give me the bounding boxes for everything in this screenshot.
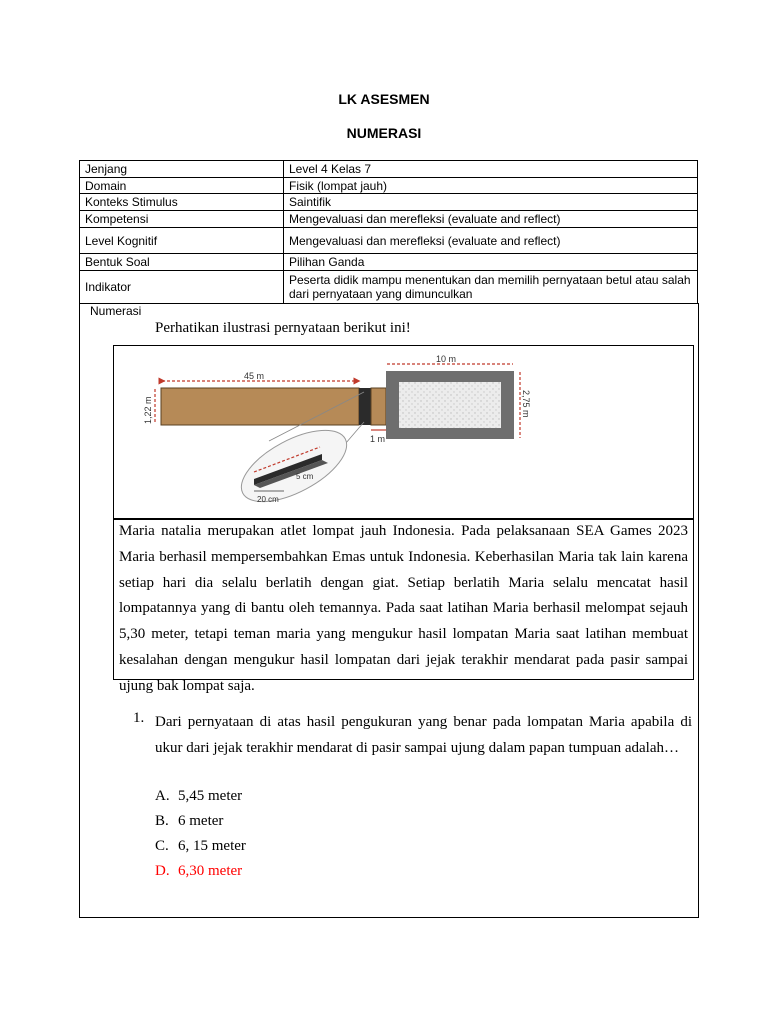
option-text: 6, 15 meter (178, 838, 246, 854)
meta-key: Indikator (80, 271, 284, 304)
meta-row-bentuk-soal (80, 254, 698, 271)
option-text: 5,45 meter (178, 788, 243, 804)
runway-width-label: 1,22 m (143, 396, 153, 424)
meta-key: Konteks Stimulus (80, 194, 284, 211)
meta-value: Mengevaluasi dan merefleksi (evaluate and reflect) (284, 211, 698, 228)
passage-box (113, 518, 694, 694)
option-text: 6 meter (178, 813, 224, 829)
runway-length-label: 45 m (244, 371, 265, 381)
question-stem: Dari pernyataan di atas hasil pengukuran yang benar pada lompatan Maria apabila di ukur dari jejak terakhir mendarat di pasir sampai ujung dalam papan tumpuan adalah… (155, 714, 692, 756)
gap-dimension (370, 430, 386, 444)
sand-pit (386, 371, 514, 439)
pit-length-dimension (387, 354, 513, 364)
meta-value: Fisik (lompat jauh) (284, 178, 698, 194)
meta-value: Peserta didik mampu menentukan dan memilih pernyataan betul atau salah dari pernyataan yang dimunculkan (284, 271, 698, 304)
meta-value: Pilihan Ganda (284, 254, 698, 271)
meta-key: Level Kognitif (80, 228, 284, 254)
long-jump-diagram (114, 346, 693, 519)
question-number: 1. (133, 710, 145, 726)
option-d-correct[interactable] (155, 863, 242, 880)
document-title: LK ASESMEN (338, 91, 430, 107)
meta-key: Domain (80, 178, 284, 194)
option-a[interactable] (155, 788, 242, 805)
figure-box (113, 345, 694, 520)
runway (161, 388, 386, 425)
section-instruction: Perhatikan ilustrasi pernyataan berikut ini! (155, 320, 411, 336)
meta-row-jenjang (80, 161, 698, 178)
runway-width-dimension (143, 389, 155, 424)
meta-value: Level 4 Kelas 7 (284, 161, 698, 178)
board-width-label: 20 cm (257, 495, 279, 504)
option-text: 6,30 meter (178, 863, 243, 879)
meta-value: Saintifik (284, 194, 698, 211)
runway-length-dimension (162, 371, 357, 381)
document-subtitle: NUMERASI (346, 125, 422, 141)
meta-value: Mengevaluasi dan merefleksi (evaluate and reflect) (284, 228, 698, 254)
metadata-table (79, 160, 698, 304)
section-label: Numerasi (90, 304, 142, 318)
option-b[interactable] (155, 813, 223, 830)
meta-row-konteks (80, 194, 698, 211)
meta-row-domain (80, 178, 698, 194)
option-letter: A. (155, 788, 170, 804)
meta-key: Kompetensi (80, 211, 284, 228)
option-letter: D. (155, 863, 170, 879)
option-letter: C. (155, 838, 169, 854)
meta-row-level-kognitif (80, 228, 698, 254)
pit-length-label: 10 m (436, 354, 457, 364)
passage-text: Maria natalia merupakan atlet lompat jauh Indonesia. Pada pelaksanaan SEA Games 2023 Maria berhasil mempersembahkan Emas untuk Indonesia. Keberhasilan Maria tak lain karena setiap hari dia selalu berlatih dengan giat. Setiap berlatih Maria selalu mencatat hasil lompatannya yang di bantu oleh temannya. Pada saat latihan Maria berhasil melompat sejauh 5,30 meter, tetapi teman maria yang mengukur hasil lompatan Maria saat latihan membuat kesalahan dengan mengukur hasil lompatan dari jejak terakhir mendarat pada pasir sampai ujung bak lompat saja. (119, 523, 688, 694)
pit-width-label: 2,75 m (521, 390, 531, 418)
meta-key: Bentuk Soal (80, 254, 284, 271)
meta-key: Jenjang (80, 161, 284, 178)
meta-row-indikator (80, 271, 698, 304)
gap-label: 1 m (370, 434, 386, 444)
board-height-label: 5 cm (296, 472, 314, 481)
meta-row-kompetensi (80, 211, 698, 228)
option-c[interactable] (155, 838, 246, 855)
pit-width-dimension (520, 372, 531, 438)
option-letter: B. (155, 813, 169, 829)
